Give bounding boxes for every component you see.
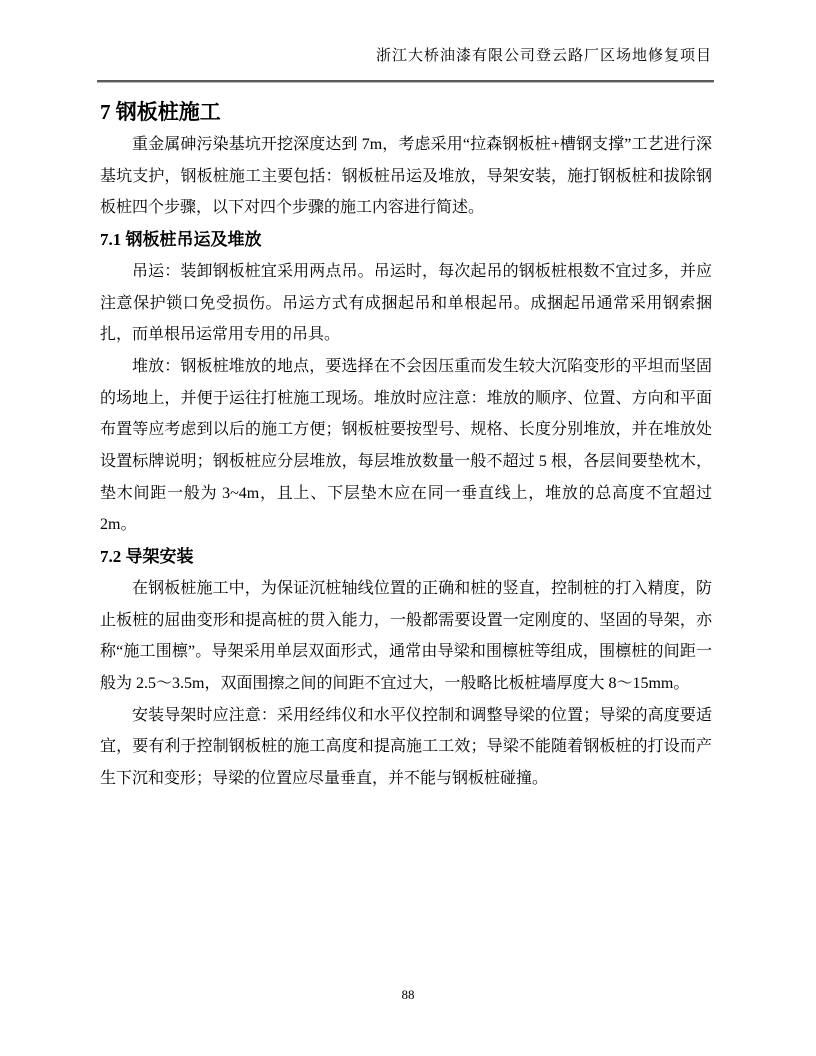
section-7-2-paragraph-installation-notes: 安装导架时应注意：采用经纬仪和水平仪控制和调整导梁的位置；导梁的高度要适宜，要有利于控制钢板桩的施工高度和提高施工工效；导梁不能随着钢板桩的打设而产生下沉和变形；导梁的位置应尽量垂直，并不能与钢板桩碰撞。 [100,706,712,788]
section-heading-7-2: 7.2 导架安装 [100,547,194,567]
header-divider [97,80,714,83]
section-heading-7-1: 7.1 钢板桩吊运及堆放 [100,230,262,250]
page-number: 88 [401,987,415,1002]
chapter-title: 7 钢板桩施工 [100,100,221,124]
section-7-1-paragraph-hoisting: 吊运：装卸钢板桩宜采用两点吊。吊运时，每次起吊的钢板桩根数不宜过多，并应注意保护锁口免受损伤。吊运方式有成捆起吊和单根起吊。成捆起吊通常采用钢索捆扎，而单根吊运常用专用的吊具。 [100,262,712,344]
header-project-title: 浙江大桥油漆有限公司登云路厂区场地修复项目 [375,48,712,64]
page-footer [0,986,816,1004]
section-7-1-paragraph-stacking: 堆放：钢板桩堆放的地点，要选择在不会因压重而发生较大沉陷变形的平坦而坚固的场地上，并便于运往打桩施工现场。堆放时应注意：堆放的顺序、位置、方向和平面布置等应考虑到以后的施工方便；钢板桩要按型号、规格、长度分别堆放，并在堆放处设置标牌说明；钢板桩应分层堆放，每层堆放数量一般不超过 5 根，各层间要垫枕木，垫木间距一般为 3~4m，且上、下层垫木应在同一垂直线上，堆放的总高度不宜超过 2m。 [100,357,712,534]
intro-paragraph: 重金属砷污染基坑开挖深度达到 7m，考虑采用“拉森钢板桩+槽钢支撑”工艺进行深基坑支护，钢板桩施工主要包括：钢板桩吊运及堆放，导架安装，施打钢板桩和拔除钢板桩四个步骤，以下对四个步骤的施工内容进行简述。 [100,136,712,217]
page-header [100,46,712,83]
section-7-2-paragraph-guide-frame: 在钢板桩施工中，为保证沉桩轴线位置的正确和桩的竖直，控制桩的打入精度，防止板桩的屈曲变形和提高桩的贯入能力，一般都需要设置一定刚度的、坚固的导架，亦称“施工围檩”。导架采用单层双面形式，通常由导梁和围檩桩等组成，围檩桩的间距一般为 2.5～3.5m，双面围擦之间的间距不宜过大，一般略比板桩墙厚度大 8～15mm。 [100,579,712,692]
document-body [100,95,712,795]
